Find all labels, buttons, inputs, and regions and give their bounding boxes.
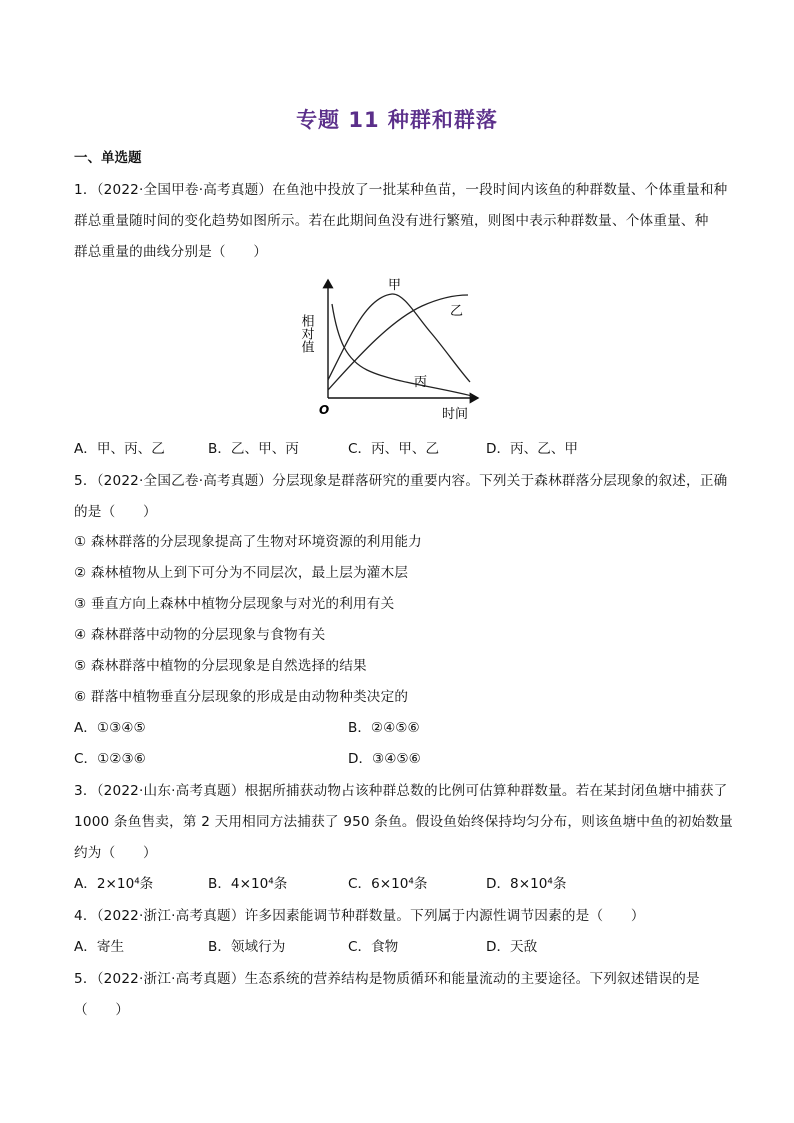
q5-line-2: （ ） <box>74 1002 130 1018</box>
q1-option-a[interactable]: A．甲、丙、乙 <box>74 441 165 457</box>
section-heading: 一、单选题 <box>74 150 142 166</box>
curve-label-yi: 乙 <box>450 304 464 319</box>
q1-line-2: 群总重量随时间的变化趋势如图所示。若在此期间鱼没有进行繁殖，则图中表示种群数量、个体重量、种 <box>74 213 709 229</box>
curve-label-jia: 甲 <box>388 278 402 293</box>
q3-option-a[interactable]: A．2×10⁴条 <box>74 876 154 892</box>
x-axis-label: 时间 <box>442 407 469 422</box>
q2-option-b[interactable]: B．②④⑤⑥ <box>348 720 420 736</box>
q2-statement-1: ① 森林群落的分层现象提高了生物对环境资源的利用能力 <box>74 534 422 550</box>
q2-line-1: 5．（2022·全国乙卷·高考真题）分层现象是群落研究的重要内容。下列关于森林群落分层现象的叙述，正确 <box>74 473 728 489</box>
q3-option-c[interactable]: C．6×10⁴条 <box>348 876 428 892</box>
q2-statement-5: ⑤ 森林群落中植物的分层现象是自然选择的结果 <box>74 658 367 674</box>
curve-label-bing: 丙 <box>414 375 428 390</box>
curve-jia <box>328 294 470 382</box>
q1-option-b[interactable]: B．乙、甲、丙 <box>208 441 299 457</box>
q3-option-d[interactable]: D．8×10⁴条 <box>486 876 567 892</box>
q2-option-c[interactable]: C．①②③⑥ <box>74 751 146 767</box>
q2-line-2: 的是（ ） <box>74 504 157 520</box>
q5-line-1: 5．（2022·浙江·高考真题）生态系统的营养结构是物质循环和能量流动的主要途径。下列叙述错误的是 <box>74 971 700 987</box>
q2-statement-3: ③ 垂直方向上森林中植物分层现象与对光的利用有关 <box>74 596 395 612</box>
q1-graph <box>292 272 492 424</box>
q3-option-b[interactable]: B．4×10⁴条 <box>208 876 288 892</box>
q4-option-b[interactable]: B．领域行为 <box>208 939 286 955</box>
q2-statement-2: ② 森林植物从上到下可分为不同层次，最上层为灌木层 <box>74 565 409 581</box>
page-title: 专题 11 种群和群落 <box>296 108 498 132</box>
q4-option-c[interactable]: C．食物 <box>348 939 399 955</box>
q4-line-1: 4．（2022·浙江·高考真题）许多因素能调节种群数量。下列属于内源性调节因素的是（ ） <box>74 908 645 924</box>
curve-yi <box>328 295 468 390</box>
q2-option-a[interactable]: A．①③④⑤ <box>74 720 146 736</box>
q4-option-a[interactable]: A．寄生 <box>74 939 125 955</box>
q3-line-1: 3．（2022·山东·高考真题）根据所捕获动物占该种群总数的比例可估算种群数量。若在某封闭鱼塘中捕获了 <box>74 783 728 799</box>
y-axis-label: 相对值 <box>298 314 314 353</box>
q1-line-1: 1．（2022·全国甲卷·高考真题）在鱼池中投放了一批某种鱼苗，一段时间内该鱼的种群数量、个体重量和种 <box>74 182 728 198</box>
q2-statement-4: ④ 森林群落中动物的分层现象与食物有关 <box>74 627 326 643</box>
origin-label: O <box>319 403 330 417</box>
q4-option-d[interactable]: D．天敌 <box>486 939 538 955</box>
q1-option-d[interactable]: D．丙、乙、甲 <box>486 441 579 457</box>
q1-line-3: 群总重量的曲线分别是（ ） <box>74 244 268 260</box>
q1-option-c[interactable]: C．丙、甲、乙 <box>348 441 440 457</box>
q2-statement-6: ⑥ 群落中植物垂直分层现象的形成是由动物种类决定的 <box>74 689 409 705</box>
q1-graph-figure <box>292 272 492 424</box>
q2-option-d[interactable]: D．③④⑤⑥ <box>348 751 421 767</box>
q3-line-2: 1000 条鱼售卖，第 2 天用相同方法捕获了 950 条鱼。假设鱼始终保持均匀分布，则该鱼塘中鱼的初始数量 <box>74 814 733 830</box>
q3-line-3: 约为（ ） <box>74 845 157 861</box>
